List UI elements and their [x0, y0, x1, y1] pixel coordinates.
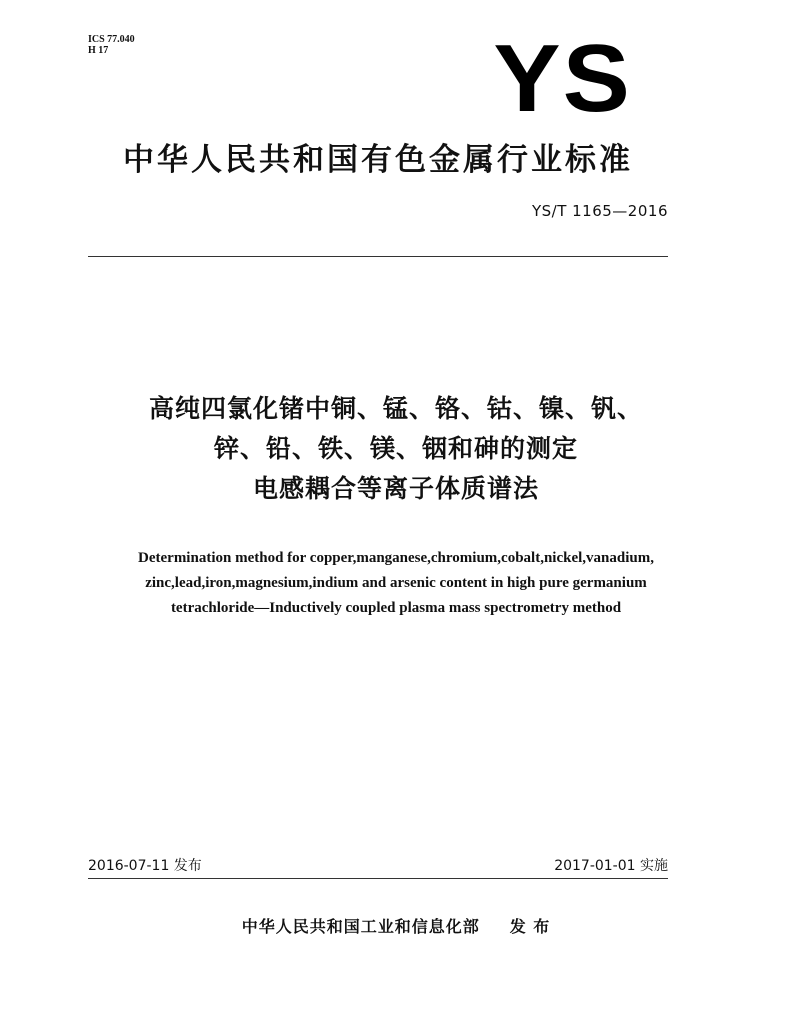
- implementation-date: 2017-01-01 实施: [554, 858, 668, 874]
- top-divider: [88, 256, 668, 257]
- english-title: [88, 546, 704, 621]
- bottom-divider: [88, 878, 668, 879]
- chinese-title-line: 电感耦合等离子体质谱法: [252, 474, 539, 503]
- english-title-line: zinc,lead,iron,magnesium,indium and arsenic content in high pure germanium: [145, 575, 647, 591]
- issuer-action: 发 布: [509, 917, 551, 936]
- chinese-title: [88, 389, 704, 509]
- english-title-line: tetrachloride—Inductively coupled plasma mass spectrometry method: [170, 600, 622, 616]
- standard-number: YS/T 1165—2016: [531, 202, 668, 220]
- ys-logo: YS: [493, 25, 632, 132]
- issuer-name: 中华人民共和国工业和信息化部: [241, 917, 480, 936]
- ics-code: ICS 77.040: [88, 34, 135, 45]
- english-title-line: Determination method for copper,manganese,chromium,cobalt,nickel,vanadium,: [138, 550, 654, 566]
- ccs-code: H 17: [88, 45, 109, 56]
- issue-date: 2016-07-11 发布: [88, 858, 202, 874]
- chinese-title-line: 锌、铅、铁、镁、铟和砷的测定: [213, 434, 578, 463]
- classification-codes: [88, 34, 135, 56]
- issuer: [88, 914, 704, 937]
- chinese-title-line: 高纯四氯化锗中铜、锰、铬、钴、镍、钒、: [148, 394, 643, 423]
- standard-category: 中华人民共和国有色金属行业标准: [123, 142, 633, 178]
